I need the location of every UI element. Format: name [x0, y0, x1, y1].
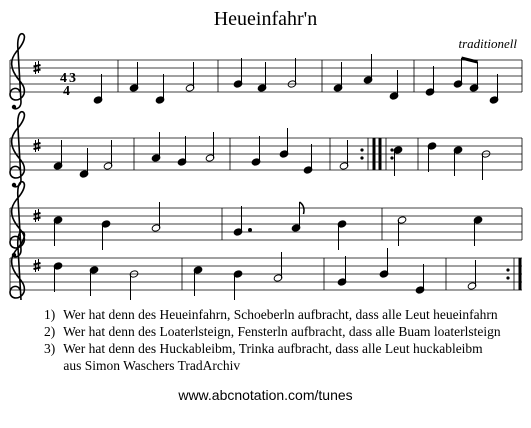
meter-numerator: 4 — [60, 71, 67, 86]
meter-denominator: 4 — [63, 84, 70, 99]
notes — [93, 54, 499, 104]
verse-number: 2) — [44, 324, 56, 339]
composer-label: traditionell — [458, 36, 517, 51]
verse-text: Wer hat denn des Loaterlsteign, Fensterln aufbracht, dass alle Buam loaterlsteign — [63, 324, 501, 339]
staff-system-2 — [10, 112, 522, 188]
staff-system-1 — [10, 34, 522, 110]
verse-number: 3) — [44, 341, 56, 356]
key-sharp-icon — [34, 61, 41, 74]
verse-text: Wer hat denn des Huckableibm, Trinka aufbracht, dass alle Leut huckableibm — [63, 341, 483, 356]
lyrics-block — [44, 306, 531, 374]
source-note: aus Simon Waschers TradArchiv — [63, 358, 241, 373]
key-sharp-icon — [34, 209, 41, 222]
lyric-line — [44, 340, 531, 357]
verse-text: Wer hat denn des Heueinfahrn, Schoeberln aufbracht, dass alle Leut heueinfahrn — [63, 307, 498, 322]
staff-system-4 — [10, 232, 522, 300]
lyric-line — [44, 306, 531, 323]
meter-numerator-alt: 3 — [69, 71, 76, 86]
key-sharp-icon — [34, 139, 41, 152]
treble-clef-icon — [10, 34, 24, 110]
tune-title: Heueinfahr'n — [213, 8, 318, 30]
key-sharp-icon — [34, 259, 41, 272]
verse-number: 1) — [44, 307, 56, 322]
lyric-line — [44, 323, 531, 340]
footer-link[interactable]: www.abcnotation.com/tunes — [178, 387, 353, 403]
treble-clef-icon — [10, 112, 24, 188]
staff-system-3 — [10, 182, 522, 258]
